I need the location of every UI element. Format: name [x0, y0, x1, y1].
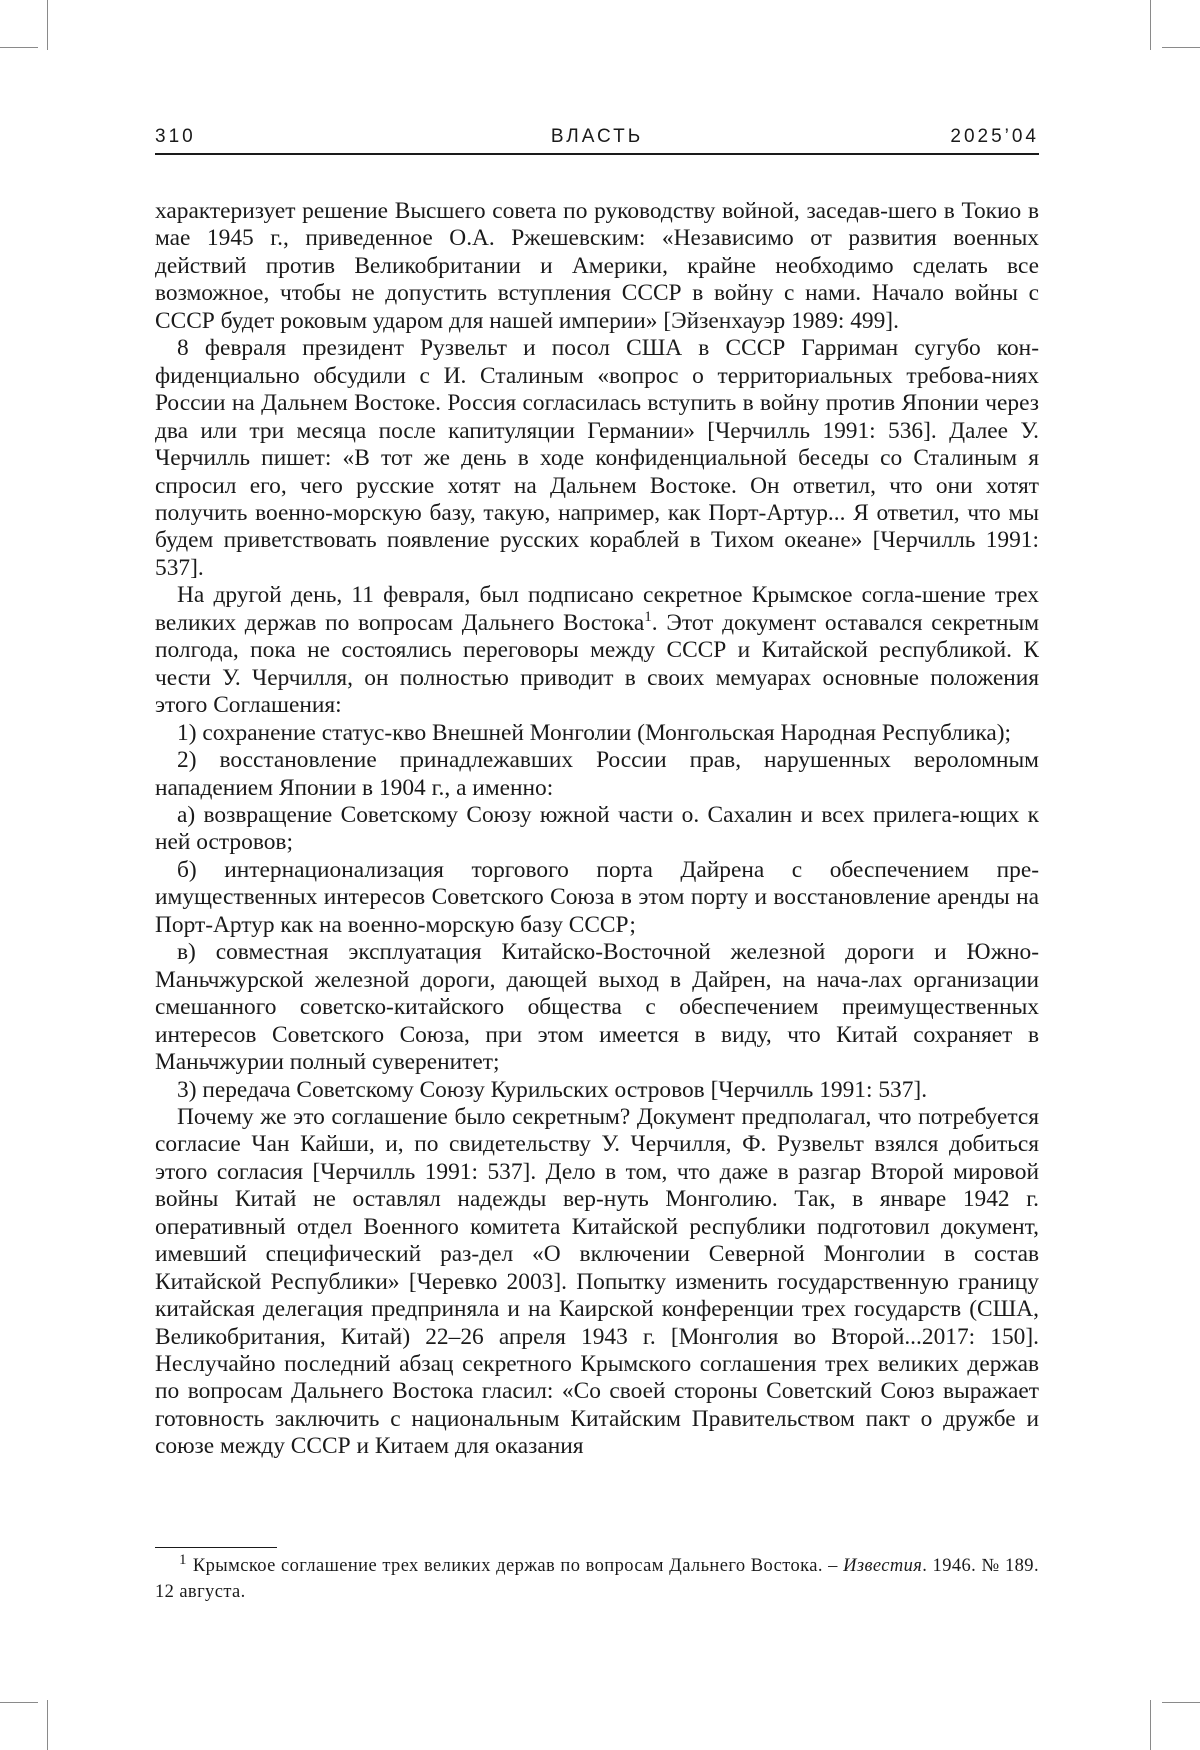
list-item-2: 2) восстановление принадлежавших России прав, нарушенных вероломным нападением Японии в 1904 г., а именно:: [155, 747, 1039, 802]
list-item-3: 3) передача Советскому Союзу Курильских островов [Черчилль 1991: 537].: [155, 1077, 1039, 1104]
crop-mark-bottom-right-vertical: [1150, 1700, 1151, 1750]
footnote-number: 1: [179, 1552, 187, 1568]
list-item-1: 1) сохранение статус-кво Внешней Монголии (Монгольская Народная Республика);: [155, 720, 1039, 747]
page-number: 310: [155, 126, 196, 148]
footnote-rule: [155, 1547, 277, 1548]
paragraph-3-text-b: . Этот документ оставался секретным полгода, пока не состоялись переговоры между СССР и Китайской республикой. К чести У. Черчилля, он полностью приводит в своих мемуарах основные положения этого Соглашения:: [155, 610, 1039, 718]
crop-mark-top-right-horizontal: [1162, 47, 1200, 48]
header-rule: [155, 153, 1039, 155]
list-item-2a: а) возвращение Советскому Союзу южной части о. Сахалин и всех прилега-ющих к ней островов;: [155, 802, 1039, 857]
crop-mark-bottom-left-horizontal: [0, 1702, 38, 1703]
paragraph-3-text-a: На другой день, 11 февраля, был подписано секретное Крымское согла-шение трех великих держав по вопросам Дальнего Востока: [155, 582, 1039, 635]
footnote-text: Крымское соглашение трех великих держав по вопросам Дальнего Востока. –: [193, 1556, 838, 1576]
paragraph-4: Почему же это соглашение было секретным? Документ предполагал, что потребуется согласие Чан Кайши, и, по свидетельству У. Черчилля, Ф. Рузвельт взялся добиться этого согласия [Черчилль 1991: 537]. Дело в том, что даже в разгар Второй мировой войны Китай не оставлял надежды вер-нуть Монголию. Так, в январе 1942 г. оперативный отдел Военного комитета Китайской республики подготовил документ, имевший специфический раз-дел «О включении Северной Монголии в состав Китайской Республики» [Черевко 2003]. Попытку изменить государственную границу китайская делегация предприняла и на Каирской конференции трех государств (США, Великобритания, Китай) 22–26 апреля 1943 г. [Монголия во Второй...2017: 150]. Неслучайно последний абзац секретного Крымского соглашения трех великих держав по вопросам Дальнего Востока гласил: «Со своей стороны Советский Союз выражает готовность заключить с национальным Китайским Правительством пакт о дружбе и союзе между СССР и Китаем для оказания: [155, 1104, 1039, 1461]
paragraph-3: [155, 582, 1039, 719]
issue-number: 2025’04: [950, 126, 1039, 148]
footnote-source-rest: . 1946. № 189. 12 августа.: [155, 1556, 1039, 1602]
list-item-2c: в) совместная эксплуатация Китайско-Восточной железной дороги и Южно-Маньчжурской железной дороги, дающей выход в Дайрен, на нача-лах организации смешанного советско-китайского общества с обеспечением преимущественных интересов Советского Союза, при этом имеется в виду, что Китай сохраняет в Маньчжурии полный суверенитет;: [155, 939, 1039, 1076]
paragraph-2: 8 февраля президент Рузвельт и посол США в СССР Гарриман сугубо кон-фиденциально обсудили с И. Сталиным «вопрос о территориальных требова-ниях России на Дальнем Востоке. Россия согласилась вступить в войну против Японии через два или три месяца после капитуляции Германии» [Черчилль 1991: 536]. Далее У. Черчилль пишет: «В тот же день в ходе конфиденциальной беседы со Сталиным я спросил его, чего русские хотят на Дальнем Востоке. Он ответил, что они хотят получить военно-морскую базу, такую, например, как Порт-Артур... Я ответил, что мы будем приветствовать появление русских кораблей в Тихом океане» [Черчилль 1991: 537].: [155, 335, 1039, 582]
footnote: [155, 1553, 1039, 1605]
paragraph-1: характеризует решение Высшего совета по руководству войной, заседав-шего в Токио в мае 1945 г., приведенное О.А. Ржешевским: «Независимо от развития военных действий против Великобритании и Америки, крайне необходимо сделать все возможное, чтобы не допустить вступления СССР в войну с нами. Начало войны с СССР будет роковым ударом для нашей империи» [Эйзенхауэр 1989: 499].: [155, 198, 1039, 335]
running-header: [155, 126, 1039, 154]
list-item-2b: б) интернационализация торгового порта Дайрена с обеспечением пре-имущественных интересов Советского Союза в этом порту и восстановление аренды на Порт-Артур как на военно-морскую базу СССР;: [155, 857, 1039, 939]
article-body: [155, 198, 1039, 1461]
crop-mark-bottom-right-horizontal: [1162, 1702, 1200, 1703]
journal-title: ВЛАСТЬ: [155, 126, 1039, 148]
crop-mark-top-left-vertical: [47, 0, 48, 50]
crop-mark-bottom-left-vertical: [47, 1700, 48, 1750]
footnote-source-italic: Известия: [843, 1556, 922, 1576]
footnote-reference[interactable]: 1: [644, 609, 652, 625]
crop-mark-top-left-horizontal: [0, 47, 38, 48]
crop-mark-top-right-vertical: [1150, 0, 1151, 50]
